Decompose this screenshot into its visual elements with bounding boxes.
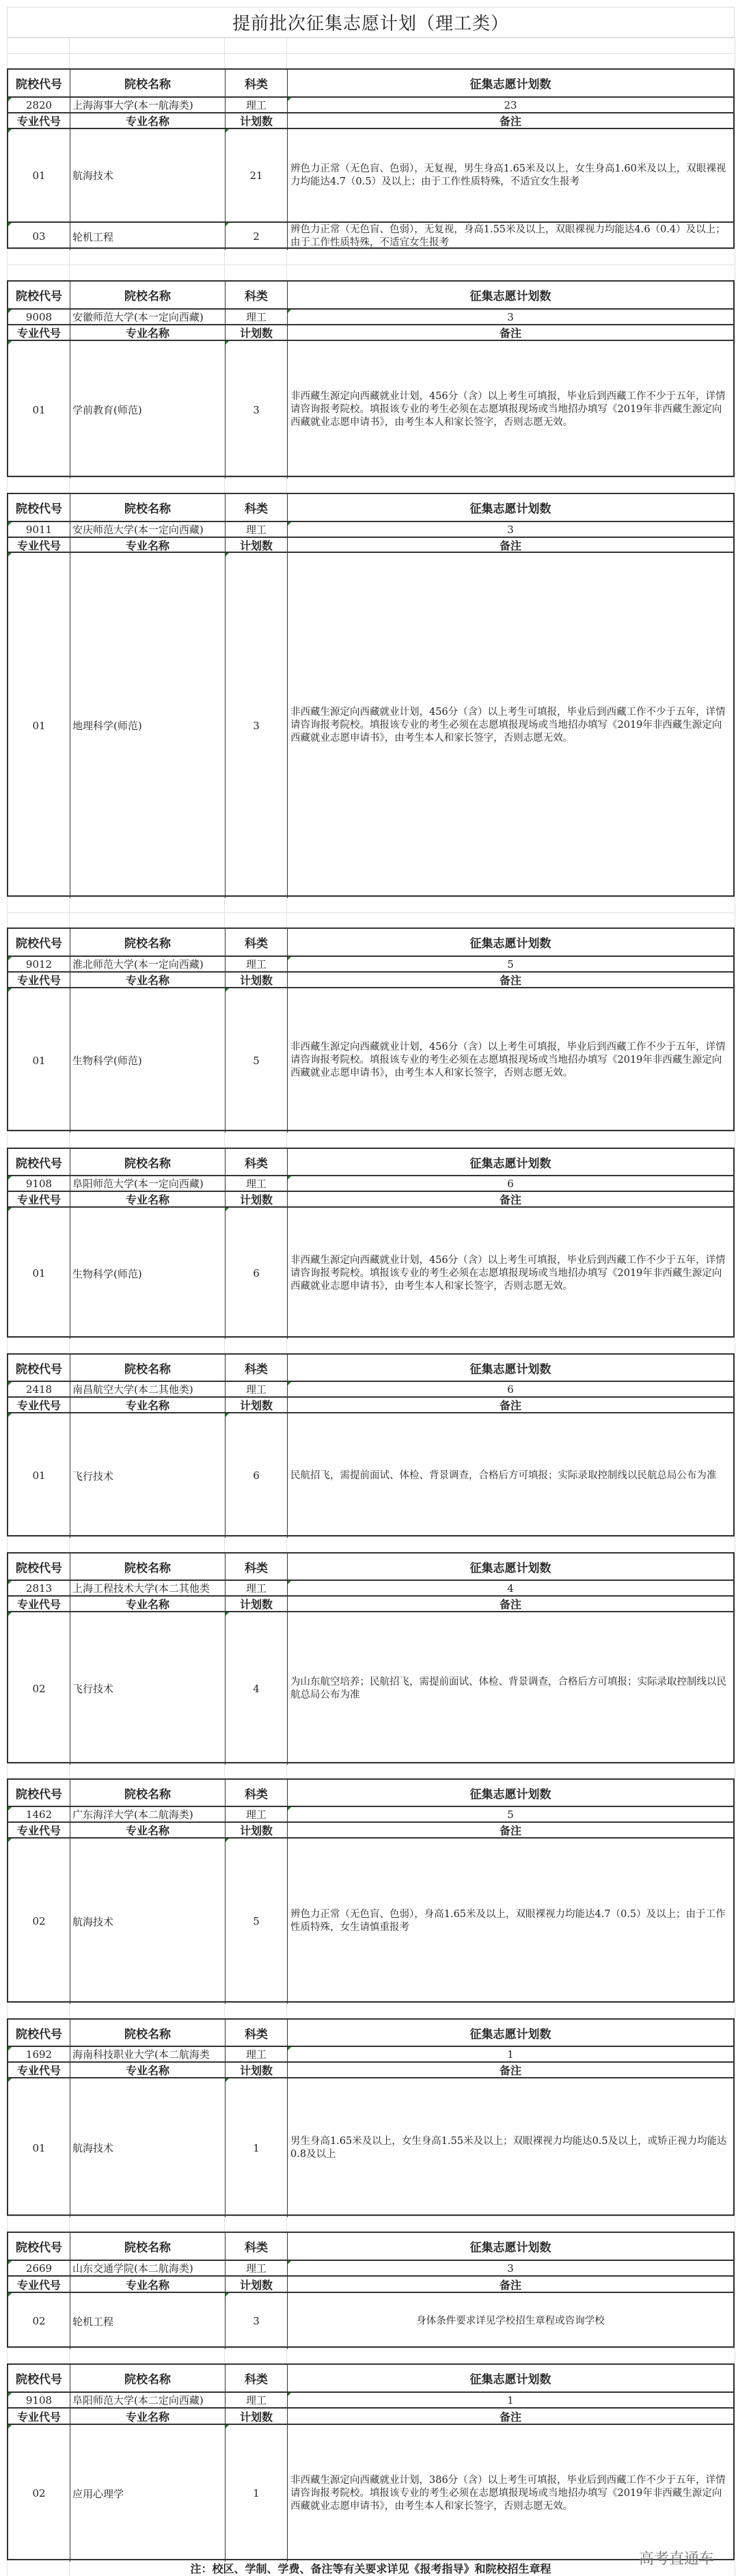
school-category: 理工 [226,98,288,112]
school-plan-total: 4 [288,1581,733,1595]
school-plan-total: 1 [288,2047,733,2061]
header-school-code: 院校代号 [8,2365,70,2391]
header-school-name: 院校名称 [70,929,226,955]
major-name: 应用心理学 [70,2425,226,2562]
header-school-code: 院校代号 [8,70,70,96]
major-header-row [8,113,733,129]
header-remark: 备注 [499,1598,521,1611]
header-major-code: 专业代号 [8,973,70,987]
page-title: 提前批次征集志愿计划（理工类） [7,7,735,38]
school-row [8,1581,733,1597]
header-remark: 备注 [499,974,521,987]
header-school-code: 院校代号 [8,1554,70,1580]
major-code: 01 [8,2078,70,2217]
major-row [8,988,733,1133]
school-name: 广东海洋大学(本二航海类) [70,1807,226,1821]
header-school-code: 院校代号 [8,2233,70,2260]
school-name: 南昌航空大学(本二其他类) [70,1382,226,1396]
school-header-row [8,1780,733,1807]
school-category: 理工 [226,2047,288,2061]
header-remark: 备注 [499,2410,521,2424]
header-school-name: 院校名称 [70,1554,226,1580]
header-school-name: 院校名称 [70,70,226,96]
school-row [8,2393,733,2409]
major-code: 01 [8,1413,70,1538]
header-school-code: 院校代号 [8,1355,70,1381]
major-code: 01 [8,129,70,221]
header-remark: 备注 [499,2064,521,2077]
header-major-code: 专业代号 [8,325,70,340]
major-remark: 非西藏生源定向西藏就业计划，386分（含）以上考生可填报，毕业后到西藏工作不少于五年，详情请咨询报考院校。填报该专业的考生必须在志愿填报现场或当地招办填写《2019年非西藏生源定向西藏就业志愿申请书》，由考生本人和家长签字，否则志愿无效。 [290,2474,726,2512]
header-school-name: 院校名称 [70,282,226,308]
major-code: 03 [8,223,70,250]
major-row [8,341,733,478]
header-school-code: 院校代号 [8,2020,70,2046]
header-major-name: 专业名称 [70,1823,226,1837]
header-major-name: 专业名称 [70,538,226,552]
major-name: 生物科学(师范) [70,988,226,1133]
school-plan-total: 23 [288,98,733,112]
header-school-name: 院校名称 [70,2020,226,2046]
school-row [8,2047,733,2063]
major-name: 生物科学(师范) [70,1208,226,1339]
header-remark: 备注 [499,2278,521,2292]
header-school-code: 院校代号 [8,929,70,955]
school-plan-total: 6 [288,1382,733,1396]
header-category: 科类 [226,929,288,955]
major-code: 02 [8,1839,70,2004]
major-code: 02 [8,2293,70,2349]
major-header-row [8,2277,733,2293]
header-plan-total: 征集志愿计划数 [469,1362,551,1377]
school-header-row [8,1149,733,1176]
header-major-name: 专业名称 [70,1398,226,1412]
major-remark: 辨色力正常（无色盲、色弱），无复视，身高1.55米及以上，双眼裸视力均能达4.6（0.4）及以上；由于工作性质特殊，不适宜女生报考 [290,224,726,248]
header-major-name: 专业名称 [70,1597,226,1611]
major-row [8,553,733,898]
major-row [8,2293,733,2349]
school-code: 2820 [8,98,70,112]
header-category: 科类 [226,494,288,521]
header-major-name: 专业名称 [70,2063,226,2077]
school-category: 理工 [226,1382,288,1396]
major-name: 轮机工程 [70,223,226,250]
school-header-row [8,929,733,957]
major-code: 01 [8,553,70,898]
major-row [8,129,733,223]
header-plan-count: 计划数 [226,325,288,340]
major-remark: 为山东航空培养；民航招飞，需提前面试、体检、背景调查，合格后方可填报；实际录取控制线以民航总局公布为准 [290,1676,726,1700]
school-row [8,957,733,973]
major-code: 02 [8,2425,70,2562]
header-category: 科类 [226,1554,288,1580]
header-plan-total: 征集志愿计划数 [469,1156,551,1171]
header-plan-count: 计划数 [226,2409,288,2424]
school-row [8,1176,733,1192]
header-remark: 备注 [499,1399,521,1412]
major-remark: 身体条件要求详见学校招生章程或咨询学校 [416,2315,605,2327]
header-major-code: 专业代号 [8,1398,70,1412]
header-remark: 备注 [499,1824,521,1837]
header-major-code: 专业代号 [8,1823,70,1837]
header-plan-count: 计划数 [226,113,288,128]
school-plan-total: 3 [288,522,733,537]
school-header-row [8,2365,733,2393]
school-block [7,68,735,249]
school-plan-total: 6 [288,1176,733,1191]
major-name: 航海技术 [70,2078,226,2217]
header-plan-total: 征集志愿计划数 [469,1561,551,1575]
header-major-code: 专业代号 [8,1597,70,1611]
header-plan-count: 计划数 [226,1597,288,1611]
school-block [7,280,735,477]
major-remark: 辨色力正常（无色盲、色弱），无复视，男生身高1.65米及以上，女生身高1.60米及以上，双眼裸视力均能达4.7（0.5）及以上；由于工作性质特殊，不适宜女生报考 [290,163,726,187]
major-code: 01 [8,1208,70,1339]
major-name: 地理科学(师范) [70,553,226,898]
header-school-name: 院校名称 [70,1149,226,1175]
major-row [8,223,733,250]
footer-note: 注：校区、学制、学费、备注等有关要求详见《报考指导》和院校招生章程 [190,2562,551,2575]
major-remark: 非西藏生源定向西藏就业计划，456分（含）以上考生可填报，毕业后到西藏工作不少于五年，详情请咨询报考院校。填报该专业的考生必须在志愿填报现场或当地招办填写《2019年非西藏生源定向西藏就业志愿申请书》，由考生本人和家长签字，否则志愿无效。 [290,391,726,428]
school-block [7,493,735,897]
major-plan-count: 3 [226,2293,288,2349]
major-remark: 非西藏生源定向西藏就业计划，456分（含）以上考生可填报，毕业后到西藏工作不少于五年，详情请咨询报考院校。填报该专业的考生必须在志愿填报现场或当地招办填写《2019年非西藏生源定向西藏就业志愿申请书》，由考生本人和家长签字，否则志愿无效。 [290,707,726,744]
school-block [7,1148,735,1338]
header-major-code: 专业代号 [8,113,70,128]
header-major-name: 专业名称 [70,325,226,340]
header-school-name: 院校名称 [70,494,226,521]
header-plan-count: 计划数 [226,973,288,987]
major-row [8,2425,733,2562]
school-name: 上海工程技术大学(本二其他类 [70,1581,226,1595]
grid-line [7,912,735,913]
major-header-row [8,325,733,341]
header-major-code: 专业代号 [8,2409,70,2424]
school-block [7,927,735,1131]
school-code: 9011 [8,522,70,537]
school-name: 淮北师范大学(本一定向西藏) [70,957,226,971]
school-category: 理工 [226,310,288,324]
header-plan-total: 征集志愿计划数 [469,1787,551,1802]
header-school-code: 院校代号 [8,1149,70,1175]
major-header-row [8,1398,733,1413]
watermark: 高考直通车 [639,2551,715,2568]
school-name: 阜阳师范大学(本二定向西藏) [70,2393,226,2407]
header-remark: 备注 [499,539,521,552]
school-code: 9108 [8,2393,70,2407]
school-row [8,98,733,113]
school-category: 理工 [226,957,288,971]
school-category: 理工 [226,522,288,537]
major-header-row [8,1597,733,1612]
school-plan-total: 5 [288,1807,733,1821]
major-plan-count: 21 [226,129,288,221]
header-category: 科类 [226,1780,288,1806]
school-block [7,2018,735,2216]
header-school-name: 院校名称 [70,1780,226,1806]
school-name: 阜阳师范大学(本一定向西藏) [70,1176,226,1191]
header-school-code: 院校代号 [8,1780,70,1806]
school-code: 9012 [8,957,70,971]
major-plan-count: 1 [226,2425,288,2562]
school-header-row [8,1554,733,1581]
major-code: 02 [8,1612,70,1765]
school-header-row [8,282,733,310]
header-plan-total: 征集志愿计划数 [469,78,551,92]
major-row [8,1413,733,1538]
school-code: 9008 [8,310,70,324]
school-category: 理工 [226,2261,288,2275]
major-plan-count: 3 [226,341,288,478]
school-plan-total: 3 [288,2261,733,2275]
header-remark: 备注 [499,327,521,340]
header-plan-count: 计划数 [226,538,288,552]
school-plan-total: 3 [288,310,733,324]
major-plan-count: 2 [226,223,288,250]
school-name: 海南科技职业大学(本二航海类 [70,2047,226,2061]
major-plan-count: 4 [226,1612,288,1765]
header-category: 科类 [226,70,288,96]
major-row [8,1839,733,2004]
major-code: 01 [8,341,70,478]
header-school-name: 院校名称 [70,1355,226,1381]
school-plan-total: 5 [288,957,733,971]
major-remark: 男生身高1.65米及以上，女生身高1.55米及以上；双眼裸视力均能达0.5及以上，或矫正视力均能达0.8及以上 [290,2135,727,2160]
school-header-row [8,494,733,522]
major-header-row [8,1823,733,1839]
school-block [7,1552,735,1763]
header-category: 科类 [226,2365,288,2391]
major-name: 飞行技术 [70,1612,226,1765]
school-header-row [8,2020,733,2047]
school-category: 理工 [226,2393,288,2407]
header-major-name: 专业名称 [70,2277,226,2292]
header-major-code: 专业代号 [8,2277,70,2292]
school-row [8,1382,733,1398]
major-header-row [8,2409,733,2425]
header-plan-count: 计划数 [226,2063,288,2077]
header-major-name: 专业名称 [70,1192,226,1206]
school-code: 1692 [8,2047,70,2061]
school-plan-total: 1 [288,2393,733,2407]
school-row [8,522,733,538]
school-block [7,2232,735,2348]
header-school-code: 院校代号 [8,282,70,308]
header-category: 科类 [226,2020,288,2046]
school-category: 理工 [226,1176,288,1191]
header-plan-count: 计划数 [226,1398,288,1412]
major-plan-count: 5 [226,1839,288,2004]
header-major-code: 专业代号 [8,2063,70,2077]
header-remark: 备注 [499,115,521,128]
header-category: 科类 [226,282,288,308]
major-row [8,2078,733,2217]
school-header-row [8,2233,733,2261]
header-category: 科类 [226,2233,288,2260]
header-plan-total: 征集志愿计划数 [469,937,551,951]
header-plan-total: 征集志愿计划数 [469,2373,551,2387]
school-code: 1462 [8,1807,70,1821]
header-school-name: 院校名称 [70,2233,226,2260]
header-plan-count: 计划数 [226,2277,288,2292]
school-code: 2669 [8,2261,70,2275]
major-remark: 辨色力正常（无色盲、色弱），身高1.65米及以上，双眼裸视力均能达4.7（0.5）及以上；由于工作性质特殊，女生请慎重报考 [290,1909,726,1933]
major-row [8,1612,733,1765]
header-school-name: 院校名称 [70,2365,226,2391]
header-plan-total: 征集志愿计划数 [469,2027,551,2042]
header-plan-total: 征集志愿计划数 [469,2241,551,2255]
header-major-code: 专业代号 [8,538,70,552]
major-plan-count: 6 [226,1413,288,1538]
major-code: 01 [8,988,70,1133]
major-header-row [8,538,733,553]
school-name: 安庆师范大学(本一定向西藏) [70,522,226,537]
major-name: 轮机工程 [70,2293,226,2349]
header-major-code: 专业代号 [8,1192,70,1206]
school-row [8,1807,733,1823]
major-remark: 非西藏生源定向西藏就业计划，456分（含）以上考生可填报，毕业后到西藏工作不少于五年，详情请咨询报考院校。填报该专业的考生必须在志愿填报现场或当地招办填写《2019年非西藏生源定向西藏就业志愿申请书》，由考生本人和家长签字，否则志愿无效。 [290,1254,726,1292]
major-plan-count: 5 [226,988,288,1133]
header-plan-total: 征集志愿计划数 [469,290,551,303]
header-major-name: 专业名称 [70,2409,226,2424]
school-name: 山东交通学院(本二航海类) [70,2261,226,2275]
school-row [8,310,733,325]
school-header-row [8,70,733,98]
school-code: 2418 [8,1382,70,1396]
school-code: 2813 [8,1581,70,1595]
major-name: 飞行技术 [70,1413,226,1538]
major-header-row [8,2063,733,2078]
school-name: 上海海事大学(本一航海类) [70,98,226,112]
header-major-name: 专业名称 [70,973,226,987]
major-remark: 民航招飞，需提前面试、体检、背景调查，合格后方可填报；实际录取控制线以民航总局公布为准 [290,1469,717,1481]
major-plan-count: 6 [226,1208,288,1339]
major-remark: 非西藏生源定向西藏就业计划，456分（含）以上考生可填报，毕业后到西藏工作不少于五年，详情请咨询报考院校。填报该专业的考生必须在志愿填报现场或当地招办填写《2019年非西藏生源定向西藏就业志愿申请书》，由考生本人和家长签字，否则志愿无效。 [290,1042,726,1079]
header-plan-total: 征集志愿计划数 [469,502,551,516]
school-code: 9108 [8,1176,70,1191]
major-name: 学前教育(师范) [70,341,226,478]
major-plan-count: 1 [226,2078,288,2217]
header-major-name: 专业名称 [70,113,226,128]
header-category: 科类 [226,1149,288,1175]
school-row [8,2261,733,2277]
major-header-row [8,973,733,988]
school-header-row [8,1355,733,1382]
major-header-row [8,1192,733,1208]
school-category: 理工 [226,1807,288,1821]
major-plan-count: 3 [226,553,288,898]
major-name: 航海技术 [70,1839,226,2004]
major-row [8,1208,733,1339]
major-name: 航海技术 [70,129,226,221]
school-name: 安徽师范大学(本一定向西藏) [70,310,226,324]
grid-line [7,53,735,54]
school-block [7,2363,735,2560]
school-block [7,1353,735,1536]
header-remark: 备注 [499,1193,521,1206]
header-school-code: 院校代号 [8,494,70,521]
school-block [7,1778,735,2003]
header-plan-count: 计划数 [226,1823,288,1837]
header-plan-count: 计划数 [226,1192,288,1206]
school-category: 理工 [226,1581,288,1595]
header-category: 科类 [226,1355,288,1381]
